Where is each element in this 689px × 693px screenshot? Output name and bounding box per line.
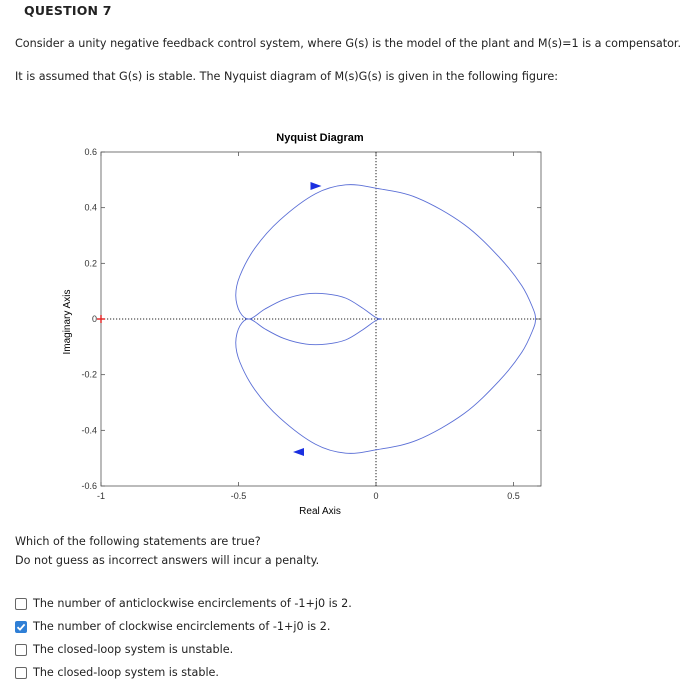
- direction-arrow: [293, 448, 304, 456]
- x-tick-label: 0.5: [507, 491, 520, 501]
- option-3[interactable]: [15, 638, 352, 661]
- chart-title: Nyquist Diagram: [276, 132, 364, 144]
- option-4[interactable]: [15, 661, 352, 684]
- y-tick-label: 0: [91, 314, 97, 324]
- prompt-line2: Do not guess as incorrect answers will incur a penalty.: [15, 554, 320, 567]
- x-axis-label: Real Axis: [299, 506, 341, 517]
- question-stem-line2: It is assumed that G(s) is stable. The Nyquist diagram of M(s)G(s) is given in the following figure:: [15, 70, 559, 83]
- question-stem-line1: Consider a unity negative feedback control system, where G(s) is the model of the plant and M(s)=1 is a compensator.: [15, 37, 682, 50]
- option-label: The number of clockwise encirclements of -1+j0 is 2.: [33, 620, 331, 633]
- axis-ticks: [81, 147, 541, 501]
- x-tick-label: 0: [373, 491, 379, 501]
- question-heading: QUESTION 7: [24, 3, 112, 18]
- option-label: The closed-loop system is unstable.: [33, 643, 234, 656]
- y-axis-label: Imaginary Axis: [62, 289, 73, 355]
- answer-options: [15, 592, 352, 684]
- checkbox-icon[interactable]: [15, 667, 27, 679]
- y-tick-label: -0.2: [81, 369, 97, 380]
- x-tick-label: -0.5: [230, 491, 247, 501]
- y-tick-label: -0.4: [81, 425, 97, 436]
- option-2[interactable]: [15, 615, 352, 638]
- y-tick-label: 0.6: [84, 147, 97, 157]
- direction-arrow: [311, 182, 322, 190]
- nyquist-curve: [236, 185, 536, 454]
- reference-axes: [101, 152, 541, 486]
- option-label: The number of anticlockwise encirclements of -1+j0 is 2.: [33, 597, 352, 610]
- checkbox-icon[interactable]: [15, 644, 27, 656]
- y-tick-label: 0.4: [84, 202, 97, 213]
- critical-point-marker: [97, 315, 105, 323]
- checkbox-icon[interactable]: [15, 598, 27, 610]
- checkbox-icon[interactable]: [15, 621, 27, 633]
- y-tick-label: 0.2: [84, 258, 97, 269]
- option-1[interactable]: [15, 592, 352, 615]
- prompt-line1: Which of the following statements are true?: [15, 535, 261, 548]
- y-tick-label: -0.6: [81, 481, 97, 491]
- option-label: The closed-loop system is stable.: [33, 666, 219, 679]
- x-tick-label: -1: [96, 491, 106, 501]
